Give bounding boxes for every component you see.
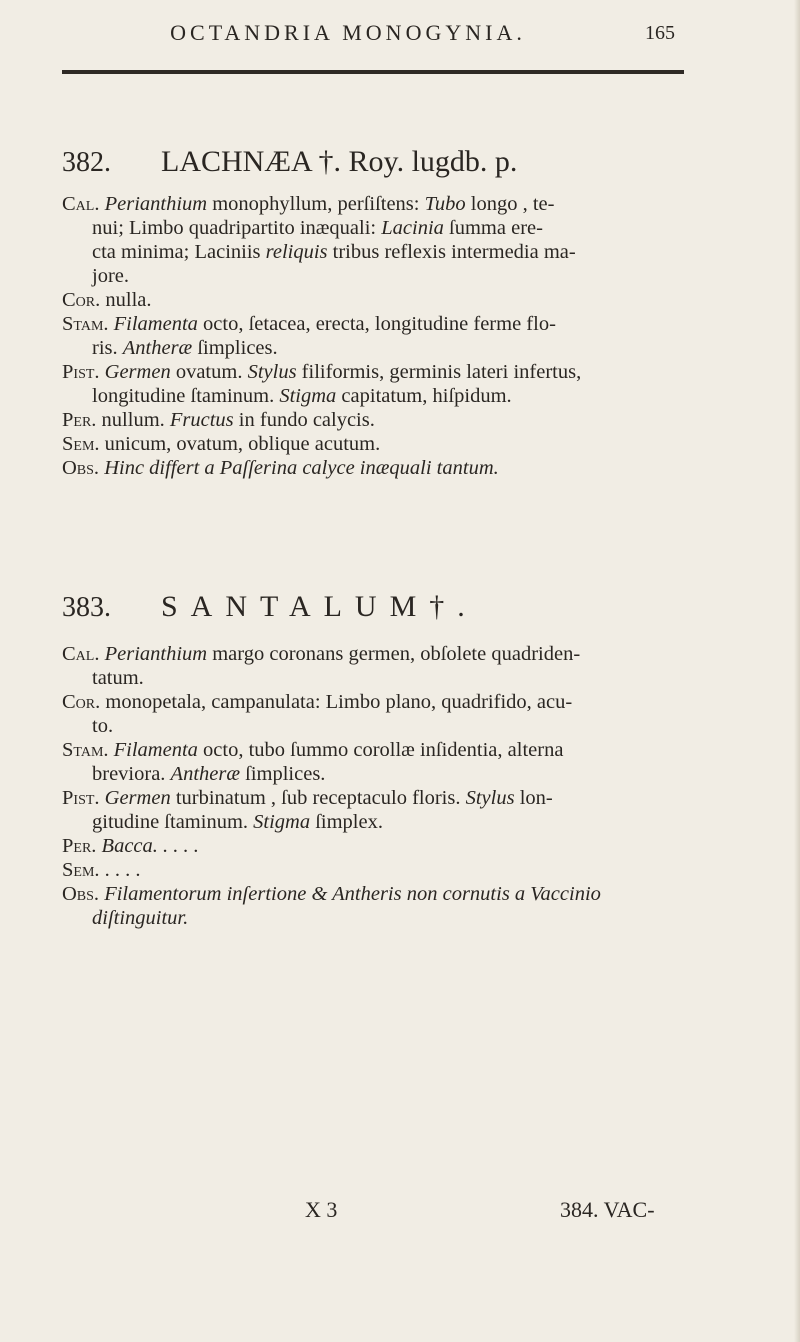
text-run: gitudine ſtaminum. [92,811,254,833]
italic-term: Stigma [253,811,311,833]
article-number: 382. [62,147,111,178]
italic-term: Germen [104,361,171,383]
entry-label: Cor. [62,289,101,311]
italic-term: Hinc differt a Paſſerina calyce inæquali tantum. [104,457,499,479]
entry-continuation-line [62,906,692,930]
text-run: monophyllum, perſiſtens: [207,193,425,215]
italic-term: Perianthium [104,643,208,665]
text-run: to. [92,715,114,737]
italic-term: Filamentorum inſertione & Antheris non cornutis a Vaccinio [104,883,601,905]
italic-term: Germen [104,787,171,809]
text-run: cta minima; Laciniis [92,241,266,263]
entry-label: Sem. [62,433,100,455]
article-body-lachnaea [62,192,692,480]
text-run: capitatum, hiſpidum. [336,385,512,407]
italic-term: Antheræ [170,763,241,785]
entry-label: Cal. [62,193,100,215]
entry-label: Sem. [62,859,100,881]
text-run: longo , te- [465,193,555,215]
text-run: unicum, ovatum, oblique acutum. [104,433,381,455]
text-run: monopetala, campanulata: Limbo plano, quadrifido, acu- [105,691,573,713]
article-heading-lachnaea [62,145,517,179]
text-run: in fundo calycis. [233,409,375,431]
text-run: lon- [514,787,553,809]
italic-term: Stylus [465,787,515,809]
entry-continuation-line [62,336,692,360]
entry-label: Per. [62,835,97,857]
italic-term: Stigma [279,385,337,407]
entry-continuation-line [62,762,692,786]
italic-term: Tubo [424,193,466,215]
text-run: turbinatum , ſub receptaculo floris. [170,787,466,809]
text-run: octo, tubo ſummo corollæ inſidentia, alterna [197,739,564,761]
entry-label: Obs. [62,883,100,905]
italic-term: Lacinia [381,217,444,239]
entry-label: Stam. [62,313,109,335]
text-run: . . . . [104,859,141,881]
entry-line [62,786,692,810]
text-run: ſumma ere- [443,217,543,239]
text-run: breviora. [92,763,171,785]
header-rule [62,70,684,74]
entry-continuation-line [62,240,692,264]
text-run: octo, ſetacea, erecta, longitudine ferme flo- [197,313,556,335]
entry-line [62,738,692,762]
article-title: SANTALUM†. [161,590,478,623]
text-run: ſimplices. [192,337,278,359]
article-number: 383. [62,592,111,623]
catchword: 384. VAC- [560,1197,655,1222]
article-heading-santalum [62,590,478,624]
italic-term: Antheræ [122,337,193,359]
running-head: OCTANDRIA MONOGYNIA. [170,20,526,45]
entry-continuation-line [62,216,692,240]
entry-line [62,882,692,906]
entry-line [62,432,692,456]
entry-continuation-line [62,666,692,690]
entry-line [62,288,692,312]
text-run: ris. [92,337,123,359]
entry-line [62,642,692,666]
entry-label: Per. [62,409,97,431]
text-run: tribus reflexis intermedia ma- [327,241,576,263]
entry-continuation-line [62,384,692,408]
page-number: 165 [645,22,675,44]
text-run: filiformis, germinis lateri infertus, [296,361,582,383]
entry-label: Cor. [62,691,101,713]
text-run: nulla. [105,289,152,311]
entry-continuation-line [62,714,692,738]
italic-term: diſtinguitur. [92,907,189,929]
italic-term: Bacca. . . . . [101,835,199,857]
entry-label: Cal. [62,643,100,665]
italic-term: Filamenta [113,739,198,761]
text-run: jore. [92,265,129,287]
entry-continuation-line [62,810,692,834]
entry-line [62,408,692,432]
article-title: LACHNÆA †. Roy. lugdb. p. [161,145,518,178]
italic-term: Perianthium [104,193,208,215]
italic-term: Filamenta [113,313,198,335]
text-run: tatum. [92,667,144,689]
text-run: nui; Limbo quadripartito inæquali: [92,217,382,239]
entry-line [62,858,692,882]
entry-label: Obs. [62,457,100,479]
italic-term: reliquis [265,241,328,263]
entry-continuation-line [62,264,692,288]
entry-line [62,192,692,216]
article-body-santalum [62,642,692,930]
entry-label: Pist. [62,361,100,383]
text-run: nullum. [101,409,170,431]
signature-mark: X 3 [305,1197,338,1222]
text-run: ovatum. [170,361,248,383]
italic-term: Fructus [169,409,234,431]
entry-label: Stam. [62,739,109,761]
page-edge [794,0,800,1342]
text-run: margo coronans germen, obſolete quadriden- [207,643,581,665]
text-run: ſimplices. [240,763,326,785]
entry-line [62,690,692,714]
entry-line [62,360,692,384]
entry-label: Pist. [62,787,100,809]
italic-term: Stylus [247,361,297,383]
entry-line [62,834,692,858]
text-run: longitudine ſtaminum. [92,385,280,407]
entry-line [62,312,692,336]
text-run: ſimplex. [310,811,383,833]
entry-line [62,456,692,480]
